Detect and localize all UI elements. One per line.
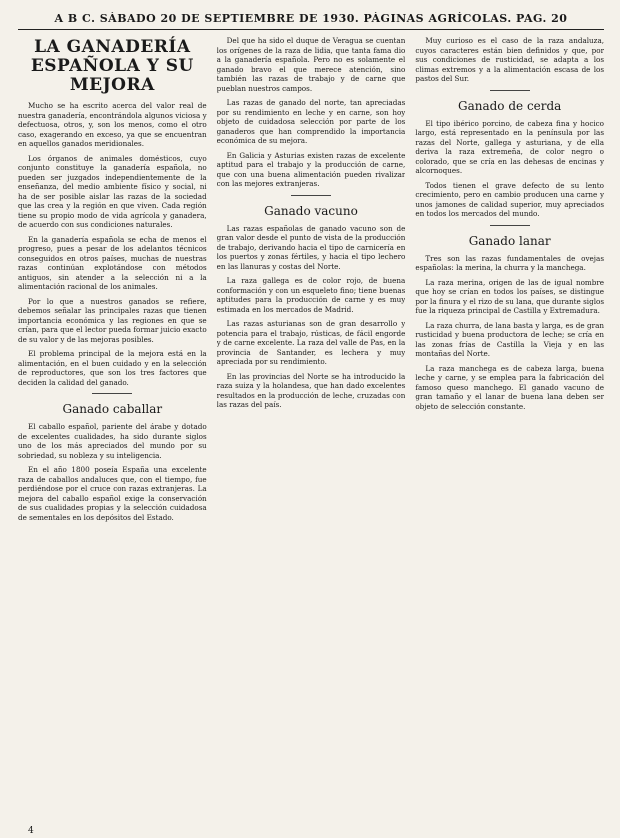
paragraph: Las razas españolas de ganado vacuno son de gran valor desde el punto de vista de la producción de trabajo, derivando hacia el tipo de carnicería en los puertos y zonas fértiles, y hacia el tipo lechero en las llanuras y costas del Norte. (216, 223, 406, 271)
divider (490, 225, 530, 226)
section-heading: Ganado vacuno (264, 203, 358, 218)
column-2 (217, 36, 406, 826)
paragraph: Las razas de ganado del norte, tan apreciadas por su rendimiento en leche y en carne, son hoy objeto de cuidadosa selección por parte de los ganaderos que han comprendido la importancia económica de su mejora. (216, 98, 406, 145)
newspaper-page (18, 12, 604, 832)
paragraph: Muy curioso es el caso de la raza andaluza, cuyos caracteres están bien definidos y que, por sus condiciones de rusticidad, se adapta a los climas extremos y a la alimentación escasa de los pastos del Sur. (415, 36, 605, 83)
paragraph: Tres son las razas fundamentales de ovejas españolas: la merina, la churra y la manchega. (415, 253, 605, 272)
paragraph: En Galicia y Asturias existen razas de excelente aptitud para el trabajo y la producción de carne, que con una buena alimentación pueden rivalizar con las mejores extranjeras. (216, 150, 406, 188)
paragraph: Del que ha sido el duque de Veragua se cuentan los orígenes de la raza de lidia, que tanta fama dio a la ganadería española. Pero no es solamente el ganado bravo el que merece atención, sino también las razas de trabajo y de carne que pueblan nuestros campos. (216, 36, 406, 93)
divider (291, 195, 331, 196)
section-heading: Ganado caballar (62, 402, 163, 416)
paragraph: La raza churra, de lana basta y larga, es de gran rusticidad y buena productora de leche; se cría en las zonas frías de Castilla la Vieja y en las montañas del Norte. (415, 320, 605, 358)
section-heading: Ganado lanar (468, 233, 551, 248)
column-3 (415, 36, 604, 826)
paragraph: Mucho se ha escrito acerca del valor real de nuestra ganadería, encontrándola algunos viciosa y defectuosa, otros, y, son los menos, como el otro caso, exagerando en exceso, ya que se encuentran en aquellos ganados meridionales. (18, 101, 207, 148)
paragraph: Los órganos de animales domésticos, cuyo conjunto constituye la ganadería española, no pueden ser juzgados independientemente de la enseñanza, del medio ambiente físico y social, ni ha de ser posible aislar las razas de la sociedad que las crea y la región en que viven. Cada región tiene su propio modo de vida agrícola y ganadera, de acuerdo con sus condiciones naturales. (18, 153, 207, 229)
paragraph: Por lo que a nuestros ganados se refiere, debemos señalar las principales razas que tienen importancia económica y las regiones en que se crían, para que el lector pueda formar juicio exacto de su valor y de las mejoras posibles. (18, 296, 207, 344)
paragraph: El problema principal de la mejora está en la alimentación, en el buen cuidado y en la selección de reproductores, que son los tres factores que deciden la calidad del ganado. (18, 349, 207, 387)
paragraph: En la ganadería española se echa de menos el progreso, pues a pesar de los adelantos técnicos conseguidos en otros países, muchas de nuestras razas continúan explotándose con métodos antiguos, sin atender a la selección ni a la alimentación racional de los animales. (18, 234, 207, 291)
paragraph: La raza gallega es de color rojo, de buena conformación y con un esqueleto fino; tiene buenas aptitudes para la producción de carne y es muy estimada en los mercados de Madrid. (216, 276, 406, 314)
paragraph: La raza manchega es de cabeza larga, buena leche y carne, y se emplea para la fabricación del famoso queso manchego. El ganado vacuno de gran tamaño y el lanar de buena lana deben ser objeto de selección constante. (415, 363, 605, 411)
columns (18, 36, 604, 826)
article-title: LA GANADERÍA ESPAÑOLA Y SU MEJORA (30, 37, 194, 95)
paragraph: El caballo español, pariente del árabe y dotado de excelentes cualidades, ha sido durante siglos uno de los más apreciados del mundo por su sobriedad, su nobleza y su inteligencia. (18, 422, 207, 460)
column-1 (18, 36, 207, 826)
paragraph: En las provincias del Norte se ha introducido la raza suiza y la holandesa, que han dado excelentes resultados en la producción de leche, cruzadas con las razas del país. (216, 371, 406, 409)
page-mark: 4 (28, 826, 34, 836)
paragraph: En el año 1800 poseía España una excelente raza de caballos andaluces que, con el tiempo, fue perdiéndose por el cruce con razas extranjeras. La mejora del caballo español exige la conservación de sus cualidades propias y la selección cuidadosa de sementales en los depósitos del Estado. (18, 465, 207, 522)
divider (92, 393, 132, 394)
paragraph: El tipo ibérico porcino, de cabeza fina y hocico largo, está representado en la península por las razas del Norte, gallega y asturiana, y de ella deriva la raza extremeña, de color negro o colorado, que se cría en las dehesas de encinas y alcornoques. (415, 118, 605, 175)
divider (490, 90, 530, 91)
section-heading: Ganado de cerda (458, 98, 562, 113)
paragraph: Todos tienen el grave defecto de su lento crecimiento, pero en cambio producen una carne y unos jamones de calidad superior, muy apreciados en todos los mercados del mundo. (415, 180, 605, 218)
paragraph: Las razas asturianas son de gran desarrollo y potencia para el trabajo, rústicas, de fácil engorde y de carne excelente. La raza del valle de Pas, en la provincia de Santander, es lechera y muy apreciada por su rendimiento. (216, 319, 406, 366)
page-header: A B C. SÁBADO 20 DE SEPTIEMBRE DE 1930. PÁGINAS AGRÍCOLAS. PAG. 20 (18, 12, 604, 30)
paragraph: La raza merina, origen de las de igual nombre que hoy se crían en todos los países, se distingue por la finura y el rizo de su lana, que durante siglos fue la riqueza principal de Castilla y Extremadura. (415, 277, 605, 315)
